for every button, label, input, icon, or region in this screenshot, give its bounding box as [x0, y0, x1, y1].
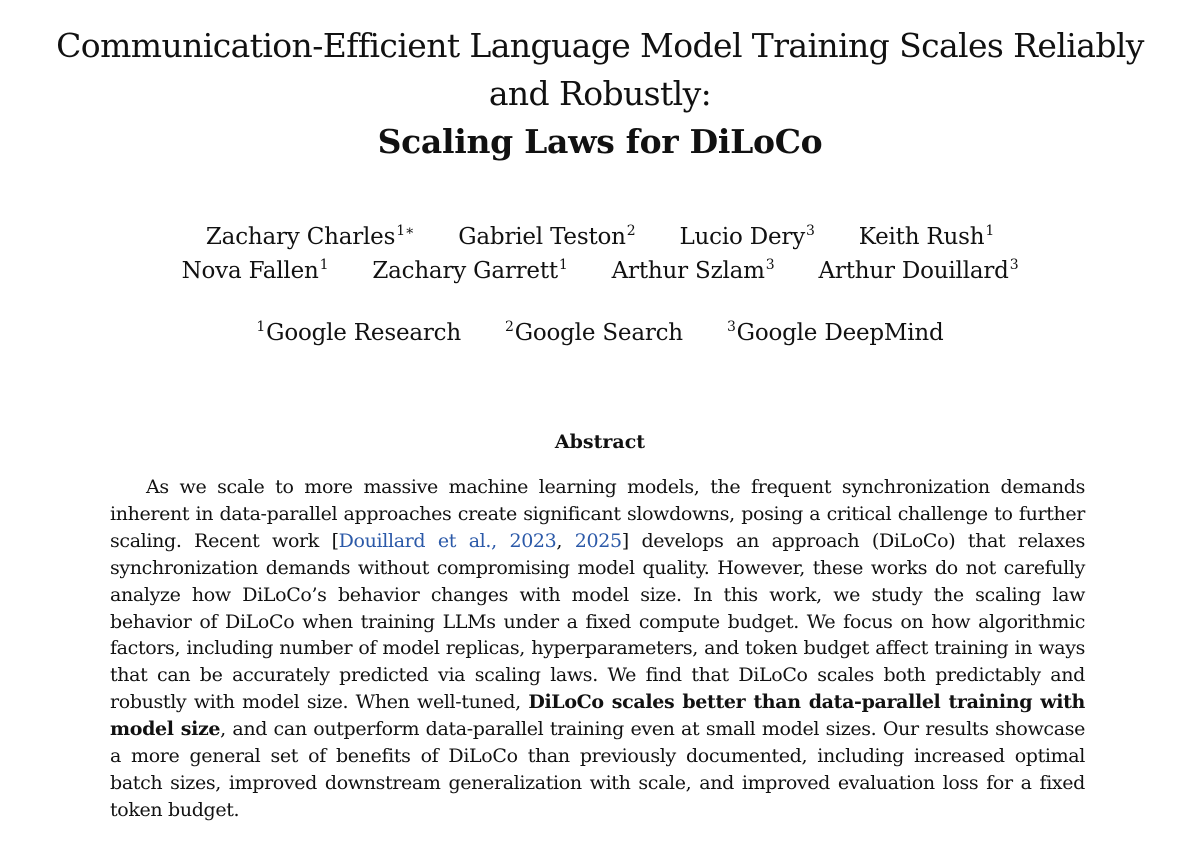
- author: [679, 220, 814, 254]
- author-name: Gabriel Teston: [458, 224, 626, 250]
- affiliation-mark: 1∗: [396, 223, 415, 239]
- citation-year-link-2023[interactable]: 2023: [509, 529, 557, 552]
- abstract-text-part-3: , and can outperform data-parallel training even at small model sizes. Our results showcase a more general set of benefits of DiLoCo than previously documented, including increased optimal batch sizes, improved downstream generalization with scale, and improved evaluation loss for a fixed token budget.: [110, 718, 1085, 821]
- citation-author-link[interactable]: Douillard et al.,: [338, 529, 497, 552]
- affiliation-name: Google Search: [514, 320, 683, 346]
- author-name: Zachary Charles: [205, 224, 396, 250]
- affiliation-mark: 3: [726, 319, 736, 335]
- paper-title-line-2: and Robustly:: [488, 74, 712, 113]
- author: [819, 254, 1019, 288]
- paper-title-block: [0, 22, 1200, 166]
- author-name: Lucio Dery: [679, 224, 805, 250]
- author-list: [0, 220, 1200, 288]
- affiliation: [505, 316, 683, 350]
- author: [206, 220, 414, 254]
- citation-separator: ,: [556, 529, 575, 552]
- abstract-text-part-2: ] develops an approach (DiLoCo) that relaxes synchronization demands without compromising model quality. However, these works do not carefully analyze how DiLoCo’s behavior changes with model size. In this work, we study the scaling law behavior of DiLoCo when training LLMs under a fixed compute budget. We focus on how algorithmic factors, including number of model replicas, hyperparameters, and token budget affect training in ways that can be accurately predicted via scaling laws. We find that DiLoCo scales both predictably and robustly with model size. When well-tuned,: [110, 529, 1085, 714]
- affiliation-mark: 3: [806, 223, 815, 239]
- author-row-2: [0, 254, 1200, 288]
- citation-year-link-2025[interactable]: 2025: [574, 529, 622, 552]
- author-name: Arthur Szlam: [611, 258, 765, 284]
- abstract-bold-claim: DiLoCo scales better than data-parallel training with model size: [110, 691, 1085, 741]
- abstract-heading: Abstract: [554, 431, 646, 453]
- paper-title-line-1: Communication-Efficient Language Model Training Scales Reliably: [56, 26, 1144, 65]
- author-name: Zachary Garrett: [372, 258, 558, 284]
- author: [859, 220, 994, 254]
- affiliation-name: Google DeepMind: [736, 320, 944, 346]
- abstract-text-part-1: As we scale to more massive machine learning models, the frequent synchronization demands inherent in data-parallel approaches create significant slowdowns, posing a critical challenge to further scaling. Recent work [: [110, 476, 1085, 552]
- affiliation-mark: 3: [765, 257, 775, 273]
- affiliation-name: Google Research: [266, 320, 461, 346]
- affiliation: [727, 316, 944, 350]
- abstract-body: [110, 474, 1085, 824]
- author-name: Keith Rush: [858, 224, 985, 250]
- affiliation-mark: 1: [558, 257, 568, 273]
- author-name: Arthur Douillard: [818, 258, 1009, 284]
- affiliation-mark: 1: [256, 319, 266, 335]
- affiliation-mark: 2: [504, 319, 514, 335]
- affiliation-mark: 1: [985, 223, 995, 239]
- author: [458, 220, 635, 254]
- author-name: Nova Fallen: [181, 258, 319, 284]
- author: [612, 254, 775, 288]
- affiliation-list: [0, 316, 1200, 350]
- affiliation-mark: 1: [319, 257, 329, 273]
- affiliation-mark: 2: [626, 223, 636, 239]
- paper-subtitle: Scaling Laws for DiLoCo: [377, 122, 823, 161]
- author-row-1: [0, 220, 1200, 254]
- affiliation-mark: 3: [1009, 257, 1019, 273]
- affiliation: [256, 316, 461, 350]
- author: [372, 254, 567, 288]
- author: [182, 254, 329, 288]
